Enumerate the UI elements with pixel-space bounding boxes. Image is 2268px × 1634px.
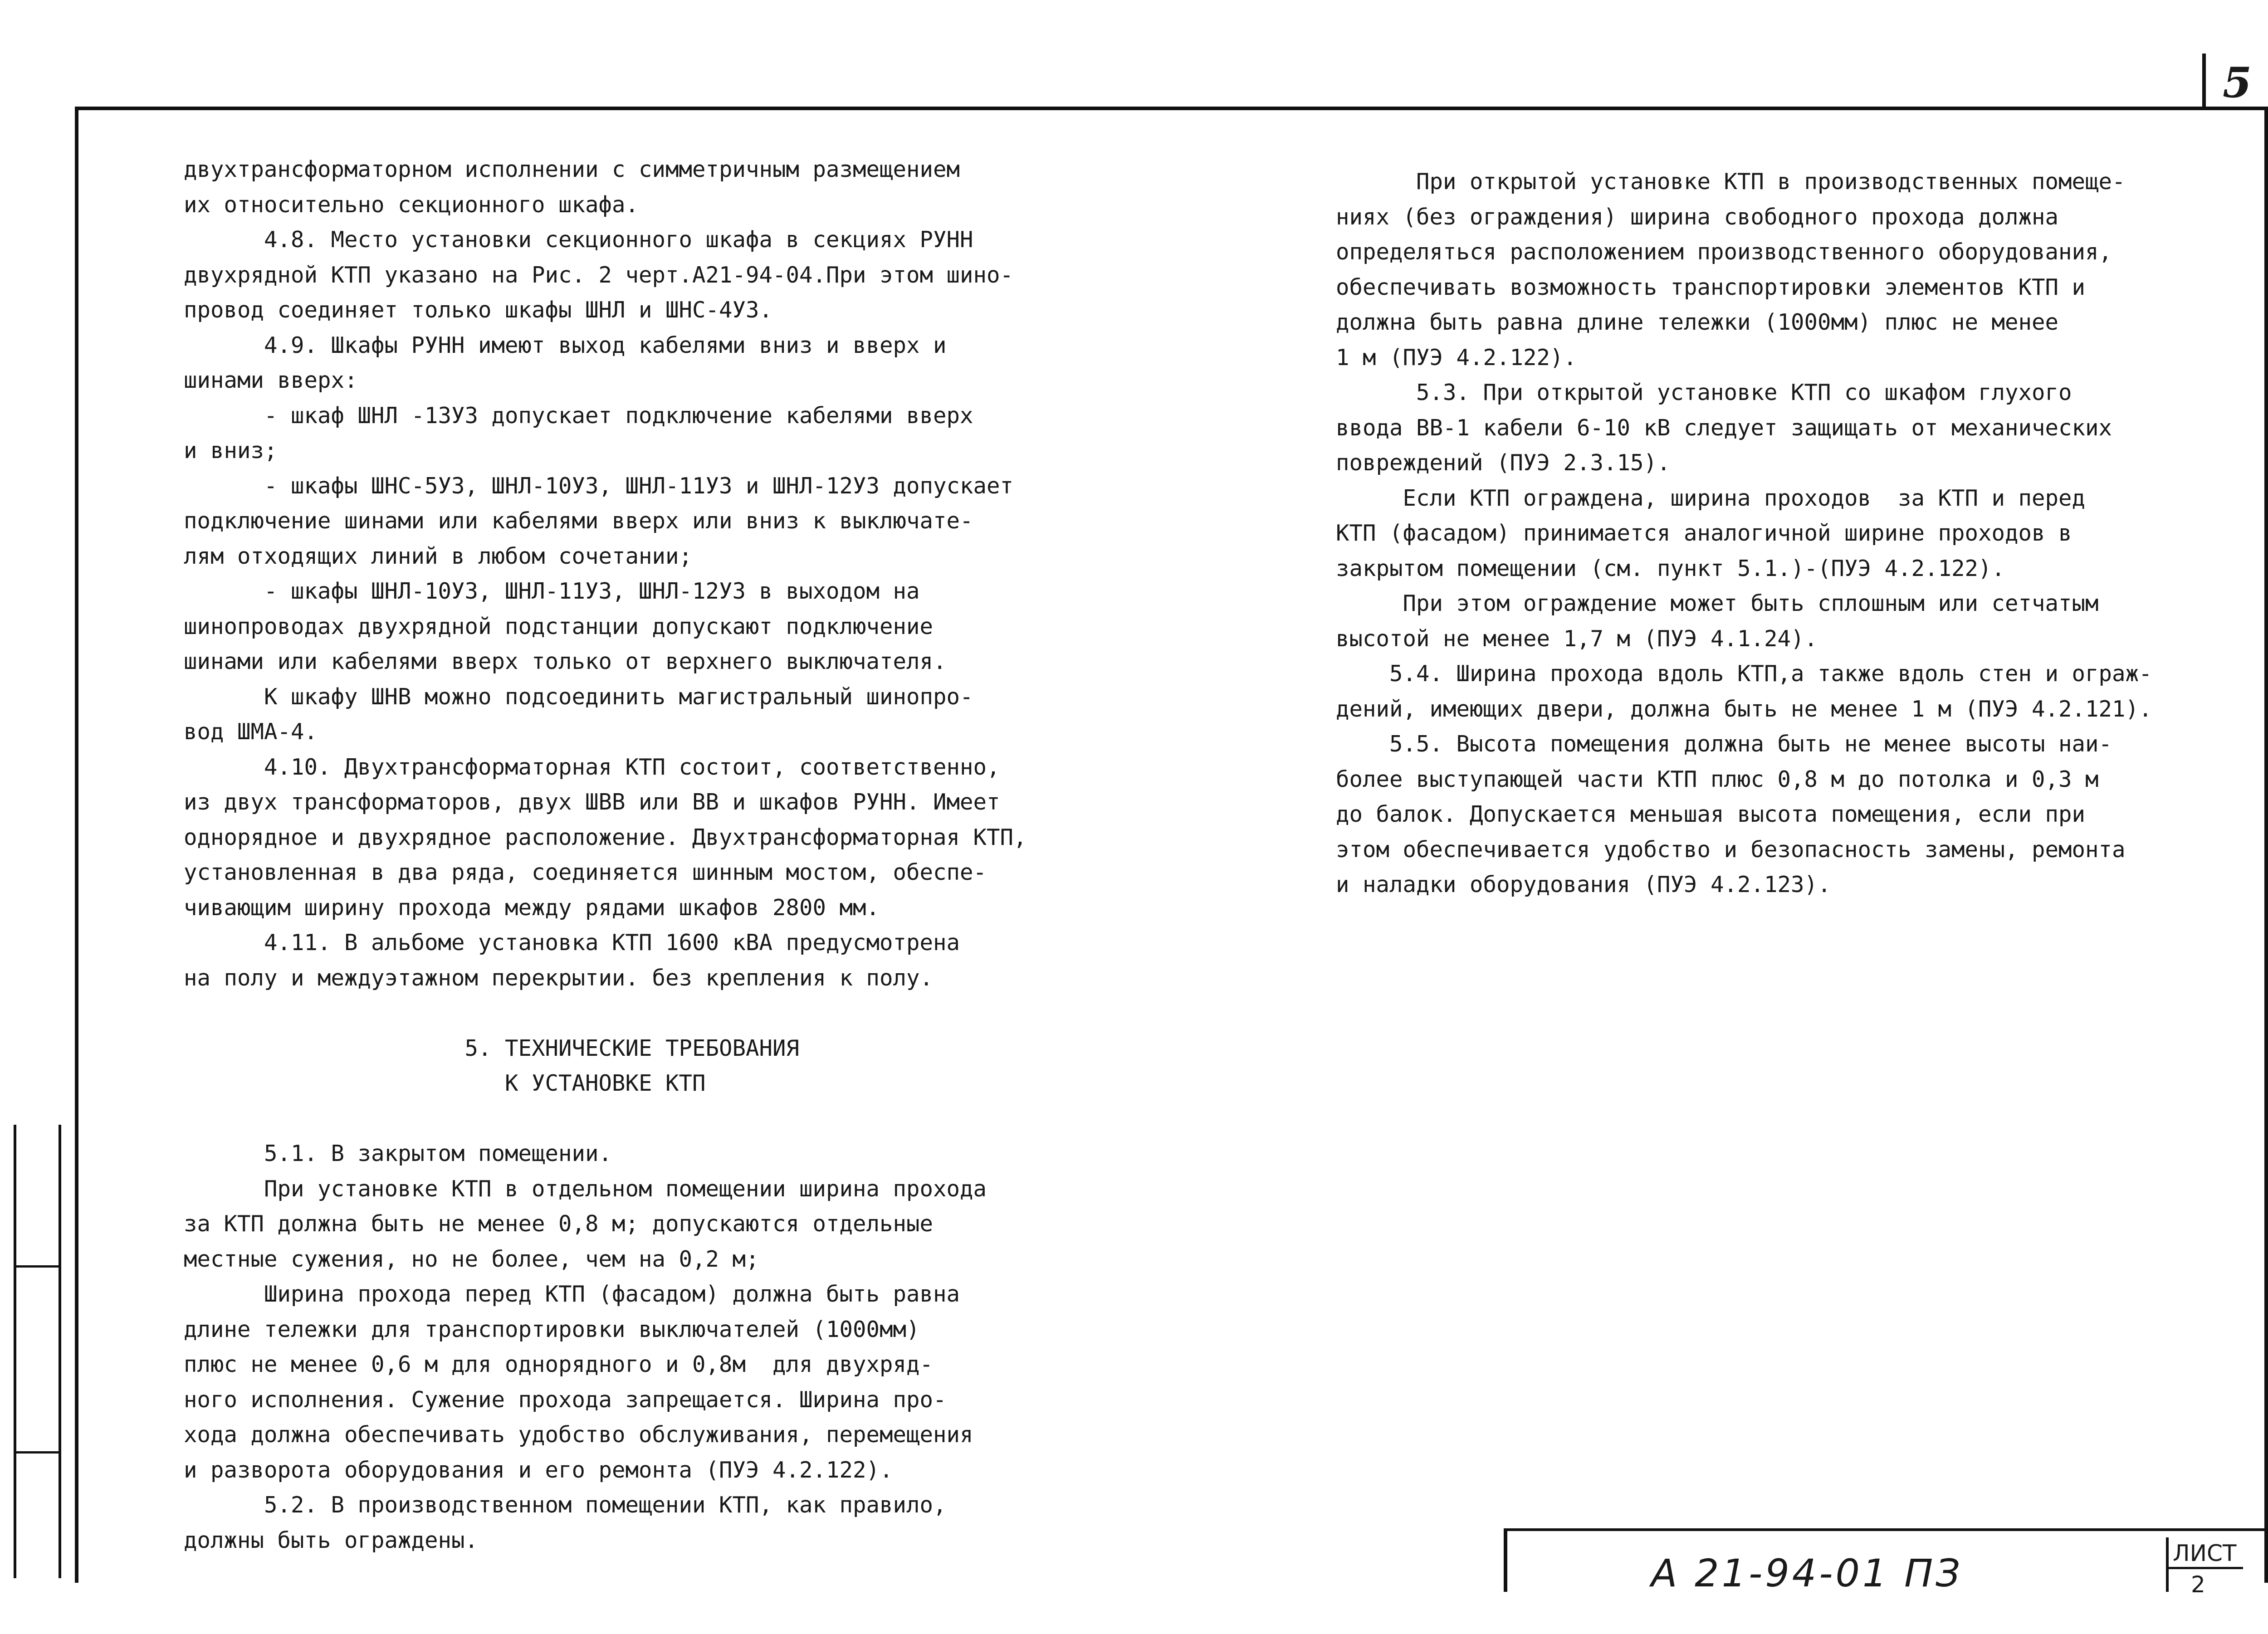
text-line: - шкаф ШНЛ -13У3 допускает подключение кабелями вверх: [184, 402, 973, 429]
text-line: из двух трансформаторов, двух ШВВ или ВВ и шкафов РУНН. Имеет: [184, 789, 1000, 815]
document-code: А 21-94-01 ПЗ: [1651, 1551, 1963, 1595]
text-line: на полу и междуэтажном перекрытии. без крепления к полу.: [184, 965, 934, 991]
text-line: вод ШМА-4.: [184, 719, 318, 745]
text-line: 4.8. Место установки секционного шкафа в секциях РУНН: [184, 227, 973, 253]
text-line: установленная в два ряда, соединяется шинным мостом, обеспе-: [184, 859, 987, 885]
text-line: обеспечивать возможность транспортировки элементов КТП и: [1336, 274, 2086, 300]
text-line: К шкафу ШНВ можно подсоединить магистральный шинопро-: [184, 683, 973, 710]
right-text-column: [1336, 164, 2243, 902]
text-line: - шкафы ШНЛ-10У3, ШНЛ-11У3, ШНЛ-12У3 в выходом на: [184, 578, 920, 604]
text-line: однорядное и двухрядное расположение. Двухтрансформаторная КТП,: [184, 824, 1027, 850]
text-line: При этом ограждение может быть сплошным или сетчатым: [1336, 590, 2099, 616]
text-line: дений, имеющих двери, должна быть не менее 1 м (ПУЭ 4.2.121).: [1336, 696, 2152, 722]
sheet-cell-divider: [2166, 1567, 2243, 1569]
text-line: шинами или кабелями вверх только от верхнего выключателя.: [184, 649, 947, 674]
frame-left-border: [75, 107, 78, 1583]
text-line: определяться расположением производственного оборудования,: [1336, 239, 2112, 265]
left-text-column: [184, 152, 1136, 1558]
text-line: Ширина прохода перед КТП (фасадом) должна быть равна: [184, 1281, 960, 1307]
text-line: шинопроводах двухрядной подстанции допускают подключение: [184, 613, 934, 639]
text-line: хода должна обеспечивать удобство обслуживания, перемещения: [184, 1422, 973, 1448]
text-line: 1 м (ПУЭ 4.2.122).: [1336, 344, 1577, 371]
text-line: этом обеспечивается удобство и безопасность замены, ремонта: [1336, 836, 2126, 863]
text-line: двухтрансформаторном исполнении с симметричным размещением: [184, 156, 960, 182]
text-line: 5.5. Высота помещения должна быть не менее высоты наи-: [1336, 731, 2112, 757]
text-line: плюс не менее 0,6 м для однорядного и 0,8м для двухряд-: [184, 1351, 934, 1377]
side-stamp-divider: [14, 1265, 61, 1268]
text-line: до балок. Допускается меньшая высота помещения, если при: [1336, 801, 2086, 827]
text-line: ниях (без ограждения) ширина свободного прохода должна: [1336, 204, 2059, 230]
text-line: закрытом помещении (см. пункт 5.1.)-(ПУЭ 4.2.122).: [1336, 555, 2005, 581]
text-line: К УСТАНОВКЕ КТП: [184, 1070, 706, 1096]
frame-top-border: [75, 107, 2268, 110]
text-line: и вниз;: [184, 438, 278, 463]
text-line: 5.1. В закрытом помещении.: [184, 1141, 612, 1166]
side-stamp-strip: [14, 1125, 61, 1578]
text-line: двухрядной КТП указано на Рис. 2 черт.А21-94-04.При этом шино-: [184, 262, 1014, 288]
text-line: и разворота оборудования и его ремонта (ПУЭ 4.2.122).: [184, 1457, 893, 1483]
text-line: 5.3. При открытой установке КТП со шкафом глухого: [1336, 380, 2072, 405]
text-line: Если КТП ограждена, ширина проходов за КТП и перед: [1336, 485, 2086, 511]
text-line: При открытой установке КТП в производственных помеще-: [1336, 169, 2126, 195]
text-line: повреждений (ПУЭ 2.3.15).: [1336, 450, 1671, 476]
sheet-number: 5: [2223, 58, 2252, 107]
text-line: 4.10. Двухтрансформаторная КТП состоит, соответственно,: [184, 754, 1000, 780]
text-line: ного исполнения. Сужение прохода запрещается. Ширина про-: [184, 1386, 947, 1413]
text-line: более выступающей части КТП плюс 0,8 м до потолка и 0,3 м: [1336, 766, 2099, 792]
text-line: [184, 995, 1136, 1031]
text-line: При установке КТП в отдельном помещении ширина прохода: [184, 1176, 987, 1202]
text-line: провод соединяет только шкафы ШНЛ и ШНС-4У3.: [184, 297, 773, 323]
text-line: КТП (фасадом) принимается аналогичной ширине проходов в: [1336, 520, 2072, 546]
text-line: 5. ТЕХНИЧЕСКИЕ ТРЕБОВАНИЯ: [184, 1035, 800, 1061]
text-line: 4.11. В альбоме установка КТП 1600 кВА предусмотрена: [184, 930, 960, 956]
sheet-label: ЛИСТ: [2173, 1540, 2237, 1566]
text-line: шинами вверх:: [184, 367, 358, 393]
text-line: 5.2. В производственном помещении КТП, как правило,: [184, 1492, 947, 1518]
text-line: 5.4. Ширина прохода вдоль КТП,а также вдоль стен и ограж-: [1336, 661, 2152, 687]
text-line: подключение шинами или кабелями вверх или вниз к выключате-: [184, 508, 973, 534]
text-line: 4.9. Шкафы РУНН имеют выход кабелями вниз и вверх и: [184, 332, 947, 358]
frame-right-border: [2264, 107, 2268, 1583]
text-line: высотой не менее 1,7 м (ПУЭ 4.1.24).: [1336, 625, 1818, 652]
text-line: лям отходящих линий в любом сочетании;: [184, 543, 693, 569]
text-line: за КТП должна быть не менее 0,8 м; допускаются отдельные: [184, 1211, 934, 1237]
text-line: местные сужения, но не более, чем на 0,2 м;: [184, 1246, 759, 1272]
text-line: чивающим ширину прохода между рядами шкафов 2800 мм.: [184, 894, 880, 921]
text-line: длине тележки для транспортировки выключателей (1000мм): [184, 1316, 920, 1342]
text-line: ввода ВВ-1 кабели 6-10 кВ следует защищать от механических: [1336, 415, 2112, 441]
text-line: [184, 1101, 1136, 1136]
text-line: - шкафы ШНС-5У3, ШНЛ-10У3, ШНЛ-11У3 и ШНЛ-12У3 допускает: [184, 473, 1014, 499]
text-line: их относительно секционного шкафа.: [184, 191, 639, 218]
text-line: должны быть ограждены.: [184, 1527, 479, 1553]
text-line: и наладки оборудования (ПУЭ 4.2.123).: [1336, 872, 1831, 897]
side-stamp-divider: [14, 1451, 61, 1454]
sheet-page-number: 2: [2191, 1571, 2205, 1598]
text-line: должна быть равна длине тележки (1000мм) плюс не менее: [1336, 309, 2059, 335]
